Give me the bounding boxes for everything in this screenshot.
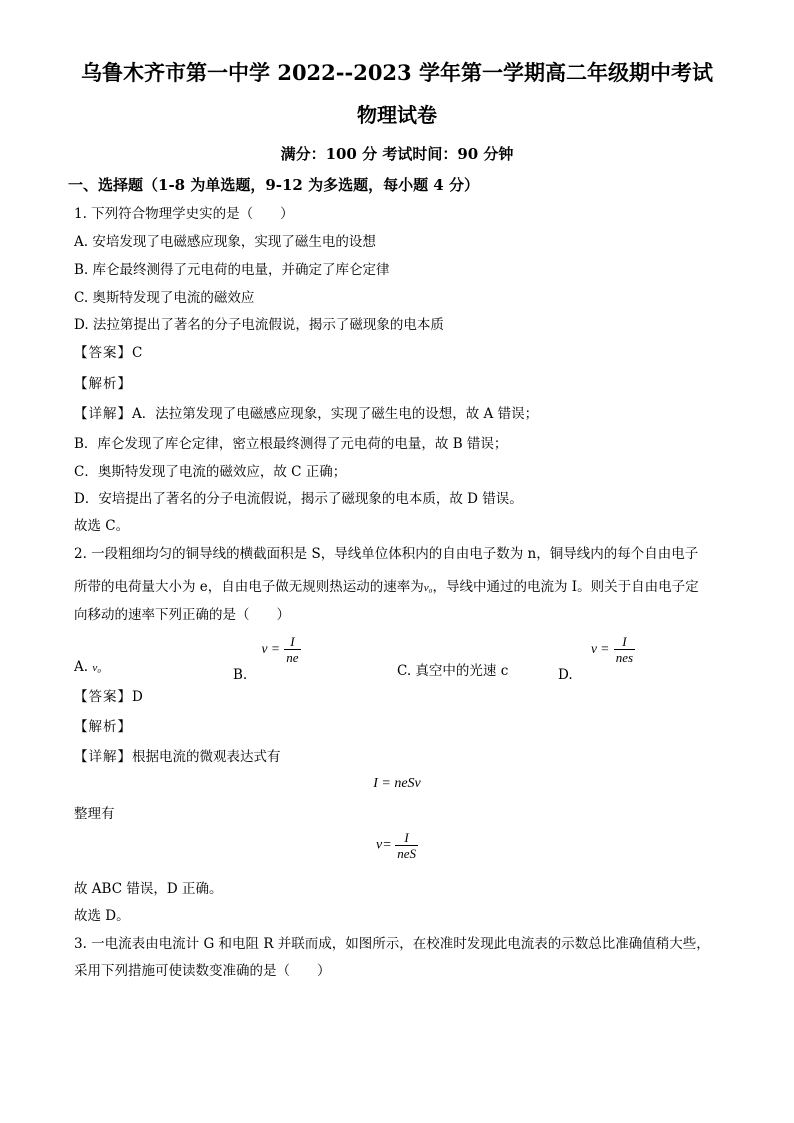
fraction-denominator: ne: [286, 650, 299, 665]
option-a-label: A.: [74, 659, 89, 675]
q1-detail-a: [74, 403, 734, 425]
q1-detail-b: B．库仑发现了库仑定律，密立根最终测得了元电荷的电量，故 B 错误；: [74, 436, 508, 452]
formula-lhs: v=: [376, 837, 392, 853]
q2-stem-line1: 2. 一段粗细均匀的铜导线的横截面积是 S，导线单位体积内的自由电子数为 n，铜导线内的每个自由电子: [74, 546, 699, 562]
q1-conclusion: 故选 C。: [74, 518, 130, 534]
v0-symbol: v₀: [423, 582, 433, 594]
section-heading: 一、选择题（1-8 为单选题，9-12 为多选题，每小题 4 分）: [68, 176, 479, 194]
option-a-value: v₀: [92, 662, 102, 674]
formula-velocity: [0, 830, 794, 861]
q1-analysis-label: 【解析】: [74, 376, 132, 392]
q2-stem-line3: 向移动的速率下列正确的是（ ）: [74, 607, 290, 623]
q1-option-c: C. 奥斯特发现了电流的磁效应: [74, 290, 255, 306]
detail-text: 根据电流的微观表达式有: [132, 749, 281, 765]
option-d-label: D.: [558, 667, 573, 683]
fraction-numerator: I: [404, 830, 409, 845]
option-b-lhs: v =: [261, 641, 280, 656]
q1-stem: 1. 下列符合物理学史实的是（ ）: [74, 206, 294, 222]
exam-title: 乌鲁木齐市第一中学 2022--2023 学年第一学期高二年级期中考试: [81, 60, 713, 85]
q2-option-a: [74, 659, 101, 675]
q2-result: 故 ABC 错误，D 正确。: [74, 881, 223, 897]
formula-fraction: [395, 830, 418, 861]
option-b-fraction: [284, 634, 300, 665]
q1-detail-d: D．安培提出了著名的分子电流假说，揭示了磁现象的电本质，故 D 错误。: [74, 491, 523, 507]
answer-value: C: [132, 345, 143, 361]
q2-detail: [74, 746, 734, 768]
q2-option-d: [558, 634, 635, 683]
q1-option-d: D. 法拉第提出了著名的分子电流假说，揭示了磁现象的电本质: [74, 317, 444, 333]
detail-label: 【详解】: [74, 749, 132, 765]
q2-tidy: 整理有: [74, 806, 115, 822]
answer-value: D: [132, 689, 143, 705]
formula-current: I = neSv: [373, 776, 421, 791]
detail-label: 【详解】: [74, 406, 132, 422]
q2-conclusion: 故选 D。: [74, 908, 130, 924]
answer-label: 【答案】: [74, 689, 132, 705]
subject-title: 物理试卷: [357, 103, 437, 127]
option-d-lhs: v =: [590, 641, 610, 656]
q3-stem-line1: 3. 一电流表由电流计 G 和电阻 R 并联而成，如图所示，在校准时发现此电流表的示数总比准确值稍大些，: [74, 936, 710, 952]
q1-answer: [74, 342, 734, 364]
option-d-fraction: [614, 634, 635, 665]
stem-part-a: 所带的电荷量大小为 e，自由电子做无规则热运动的速率为: [74, 579, 424, 595]
q2-option-c: C. 真空中的光速 c: [397, 663, 509, 679]
q1-option-a: A. 安培发现了电磁感应现象，实现了磁生电的设想: [74, 234, 376, 250]
stem-part-b: ，导线中通过的电流为 I。则关于自由电子定: [432, 579, 699, 595]
q1-detail-c: C．奥斯特发现了电流的磁效应，故 C 正确；: [74, 464, 347, 480]
q2-analysis-label: 【解析】: [74, 719, 132, 735]
q2-answer: [74, 686, 734, 708]
exam-info: 满分：100 分 考试时间：90 分钟: [280, 145, 514, 163]
q1-option-b: B. 库仑最终测得了元电荷的电量，并确定了库仑定律: [74, 262, 390, 278]
fraction-denominator: nes: [615, 650, 634, 665]
fraction-numerator: I: [290, 634, 295, 649]
option-b-label: B.: [233, 667, 248, 683]
q3-stem-line2: 采用下列措施可使读数变准确的是（ ）: [74, 963, 331, 979]
q2-option-b: [233, 634, 301, 683]
q2-stem-line2: [74, 576, 734, 599]
answer-label: 【答案】: [74, 345, 132, 361]
detail-text: A．法拉第发现了电磁感应现象，实现了磁生电的设想，故 A 错误；: [132, 406, 539, 422]
fraction-numerator: I: [622, 634, 627, 649]
fraction-denominator: neS: [397, 846, 416, 861]
